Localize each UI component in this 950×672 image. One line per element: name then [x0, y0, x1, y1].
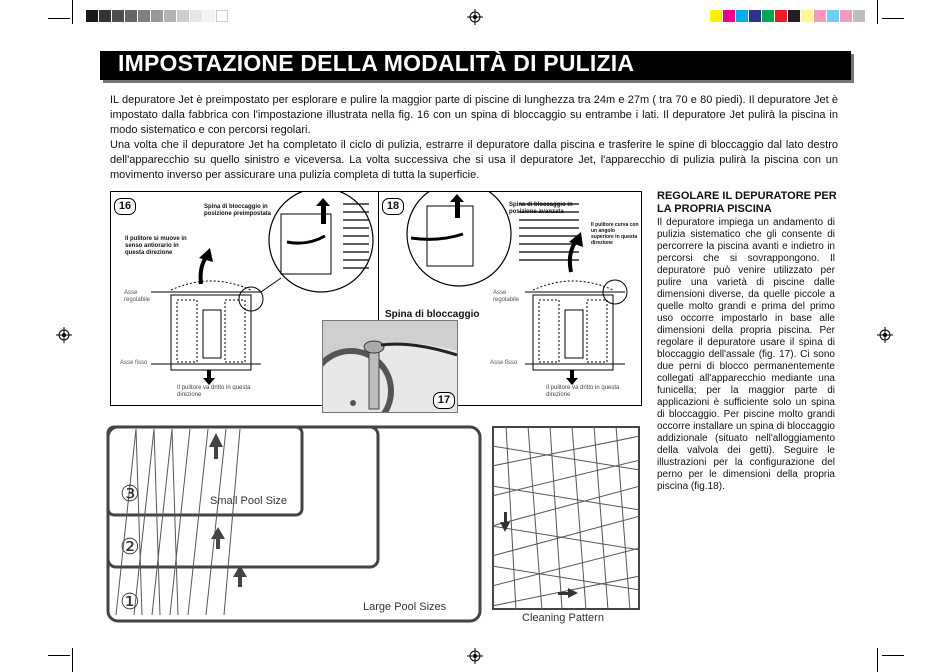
- section-heading: REGOLARE IL DEPURATORE PER LA PROPRIA PISCINA: [657, 190, 837, 215]
- swatch: [164, 10, 176, 22]
- large-pool-label: Large Pool Sizes: [363, 601, 447, 613]
- rotation-direction-label: Il pulitore curva con un angolo superiore in questa direzione: [591, 222, 639, 246]
- cleaning-pattern-icon: [492, 426, 640, 610]
- swatch: [775, 10, 787, 22]
- rotation-direction-label: Il pulitore si muove in senso antiorario in questa direzione: [125, 236, 187, 256]
- locking-pin-caption: Spina di bloccaggio: [385, 309, 480, 320]
- figure-17: [322, 309, 480, 413]
- figure-number: 16: [114, 198, 136, 215]
- cleaning-pattern-diagram: [492, 426, 640, 626]
- section-text: Il depuratore impiega un andamento di pulizia sistematico che gli consente di percorrere la piscina avanti e indietro in percorsi che si sovrappongono. Il depuratore può venire utilizzato per pulire una varietà di piscine dalle dimensioni diverse, da quelle piccole a quelle molto grandi e prima del primo uso occorre impostarlo in base alle dimensioni della propria piscina. Per regolare il depuratore usare il spina di bloccaggio dell'assale (fig. 17). Ci sono due perni di blocco permanentemente collegati all'apparecchio mediante una funicella; per la maggior parte di applicazioni è sufficiente solo un spina di bloccaggio. Per piscine molto grandi occorre installare un spina di bloccaggio addizionale (situato nell'alloggiamento della valvola dei getti). Seguire le illustrazioni per la configurazione del perno per le dimensioni della propria piscina (fig.18).: [657, 217, 835, 492]
- pool-size-marker-2: ②: [120, 535, 140, 560]
- swatch: [788, 10, 800, 22]
- intro-paragraph: IL depuratore Jet è preimpostato per esplorare e pulire la maggior parte di piscine di lunghezza tra 24m e 27m ( tra 70 e 80 piedi). Il depuratore Jet è impostato dalla fabbrica con l'impostazione illustrata nella fig. 16 con un spina di bloccaggio su entrambe i lati. Il depuratore Jet pulirà la piscina in modo sistematico e con percorsi regolari.: [110, 94, 838, 136]
- pin-position-label: Spina di bloccaggio in posizione avanzata: [509, 202, 573, 215]
- swatch: [749, 10, 761, 22]
- swatch: [151, 10, 163, 22]
- pool-size-diagram: [106, 425, 482, 623]
- adjustable-axle-label: Asse regolabile: [124, 290, 151, 303]
- swatch: [177, 10, 189, 22]
- figure-number: 17: [433, 392, 455, 409]
- registration-mark-icon: [467, 9, 483, 25]
- fixed-axle-label: Asse fisso: [120, 360, 148, 366]
- swatch: [190, 10, 202, 22]
- pool-size-marker-3: ③: [120, 482, 140, 507]
- swatch: [710, 10, 722, 22]
- swatch: [125, 10, 137, 22]
- swatch: [853, 10, 865, 22]
- registration-mark-icon: [56, 327, 72, 343]
- swatch: [203, 10, 215, 22]
- swatch: [762, 10, 774, 22]
- figure-number: 18: [382, 198, 404, 215]
- cleaning-pattern-label: Cleaning Pattern: [522, 612, 604, 624]
- swatch: [827, 10, 839, 22]
- reverse-paragraph: Una volta che il depuratore Jet ha completato il ciclo di pulizia, estrarre il depuratore dalla piscina e trasferire le spine di bloccaggio dal lato destro dell'apparecchio su quello sinistro e viceversa. La volta successiva che si usa il depuratore Jet, l'apparecchio di pulizia pulirà la piscina con un movimento inverso per assicurare una pulizia completa di tutta la superficie.: [110, 139, 838, 181]
- swatch: [736, 10, 748, 22]
- small-pool-label: Small Pool Size: [210, 495, 288, 507]
- straight-direction-label: Il pulitore va dritto in questa direzione: [546, 385, 620, 398]
- swatch: [216, 10, 228, 22]
- pool-outline-icon: [106, 425, 482, 623]
- registration-mark-icon: [877, 327, 893, 343]
- page-title: IMPOSTAZIONE DELLA MODALITÀ DI PULIZIA: [118, 50, 635, 76]
- swatch: [112, 10, 124, 22]
- pool-size-marker-1: ①: [120, 590, 140, 615]
- pin-position-label: Spina di bloccaggio in posizione preimpostata: [204, 204, 272, 217]
- registration-mark-icon: [467, 648, 483, 664]
- swatch: [86, 10, 98, 22]
- swatch: [801, 10, 813, 22]
- fixed-axle-label: Asse fisso: [490, 360, 518, 366]
- swatch: [814, 10, 826, 22]
- swatch: [138, 10, 150, 22]
- swatch: [99, 10, 111, 22]
- adjustable-axle-label: Asse regolabile: [493, 290, 520, 303]
- swatch: [723, 10, 735, 22]
- swatch: [840, 10, 852, 22]
- straight-direction-label: Il pulitore va dritto in questa direzione: [177, 385, 251, 398]
